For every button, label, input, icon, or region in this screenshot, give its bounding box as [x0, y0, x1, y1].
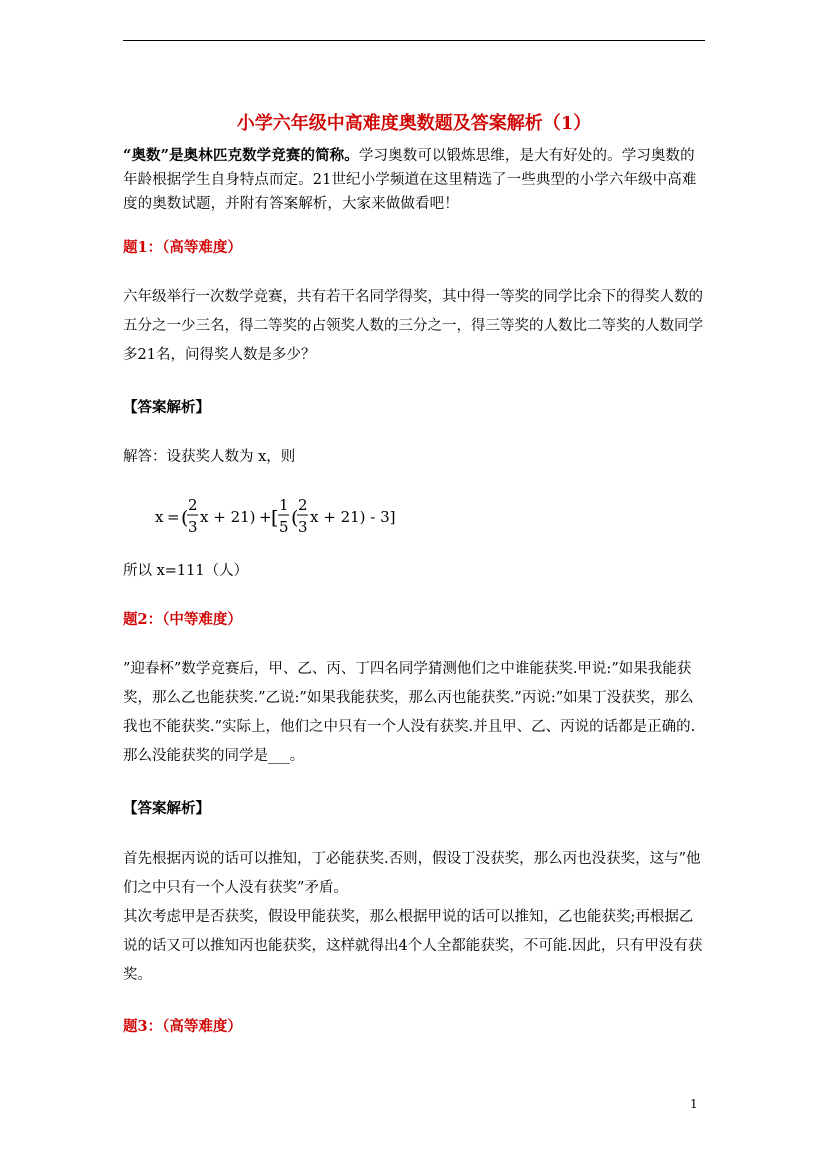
question-2-answer-p1: 首先根据丙说的话可以推知，丁必能获奖.否则，假设丁没获奖，那么丙也没获奖，这与”他们之中只有一个人没有获奖”矛盾。 — [123, 851, 701, 896]
answer-formula — [155, 492, 435, 540]
question-2-heading: 题2：（中等难度） — [123, 611, 242, 628]
svg-text:(: ( — [181, 507, 189, 529]
question-1-answer-intro: 解答：设获奖人数为 x，则 — [123, 449, 296, 465]
intro-text: 学习奥数可以锻炼思维，是大有好处的。学习奥数的年龄根据学生自身特点而定。21世纪小学频道在这里精选了一些典型的小学六年级中高难度的奥数试题，并附有答案解析，大家来做做看吧！ — [123, 148, 697, 212]
formula-lhs: x — [155, 508, 164, 526]
question-3-heading: 题3：（高等难度） — [123, 1018, 242, 1035]
question-2-answer-heading: 【答案解析】 — [123, 800, 210, 817]
formula-term1: x + 21) — [200, 508, 256, 526]
svg-text:[: [ — [271, 507, 279, 529]
question-1-text: 六年级举行一次数学竞赛，共有若干名同学得奖，其中得一等奖的同学比余下的得奖人数的五分之一少三名，得二等奖的占领奖人数的三分之一，得三等奖的人数比二等奖的人数同学多21名，问得奖人数是多少？ — [123, 289, 703, 363]
formula-term2: x + 21) - 3] — [310, 508, 396, 526]
intro-paragraph — [123, 144, 705, 216]
formula-equals: = — [167, 508, 180, 526]
intro-bold-text: “奥数”是奥林匹克数学竞赛的简称。 — [123, 147, 359, 164]
header-rule — [123, 40, 705, 41]
document-title: 小学六年级中高难度奥数题及答案解析（1） — [236, 113, 592, 134]
question-1-heading: 题1：（高等难度） — [123, 239, 242, 256]
question-2-answer-p2: 其次考虑甲是否获奖，假设甲能获奖，那么根据甲说的话可以推知，乙也能获奖;再根据乙说的话又可以推知丙也能获奖，这样就得出4个人全都能获奖，不可能.因此，只有甲没有获奖。 — [123, 909, 703, 983]
svg-text:(: ( — [291, 507, 299, 529]
question-2-text: ”迎春杯”数学竞赛后，甲、乙、丙、丁四名同学猜测他们之中谁能获奖.甲说:”如果我能获奖，那么乙也能获奖.”乙说:”如果我能获奖，那么丙也能获奖.”丙说:”如果丁没获奖，那么我也不能获奖.”实际上，他们之中只有一个人没有获奖.并且甲、乙、丙说的话都是正确的.那么没能获奖的同学是___。 — [123, 661, 696, 764]
page-number: 1 — [690, 1097, 698, 1111]
formula-frac2-num: 1 — [279, 496, 289, 514]
formula-frac2-den: 5 — [279, 518, 289, 536]
formula-frac3-num: 2 — [298, 496, 308, 514]
formula-frac1-num: 2 — [188, 496, 198, 514]
question-1-answer-result: 所以 x=111（人） — [123, 563, 249, 579]
svg-text:+: + — [259, 508, 272, 526]
formula-frac3-den: 3 — [298, 518, 308, 536]
question-1-answer-heading: 【答案解析】 — [123, 399, 210, 416]
formula-frac1-den: 3 — [188, 518, 198, 536]
